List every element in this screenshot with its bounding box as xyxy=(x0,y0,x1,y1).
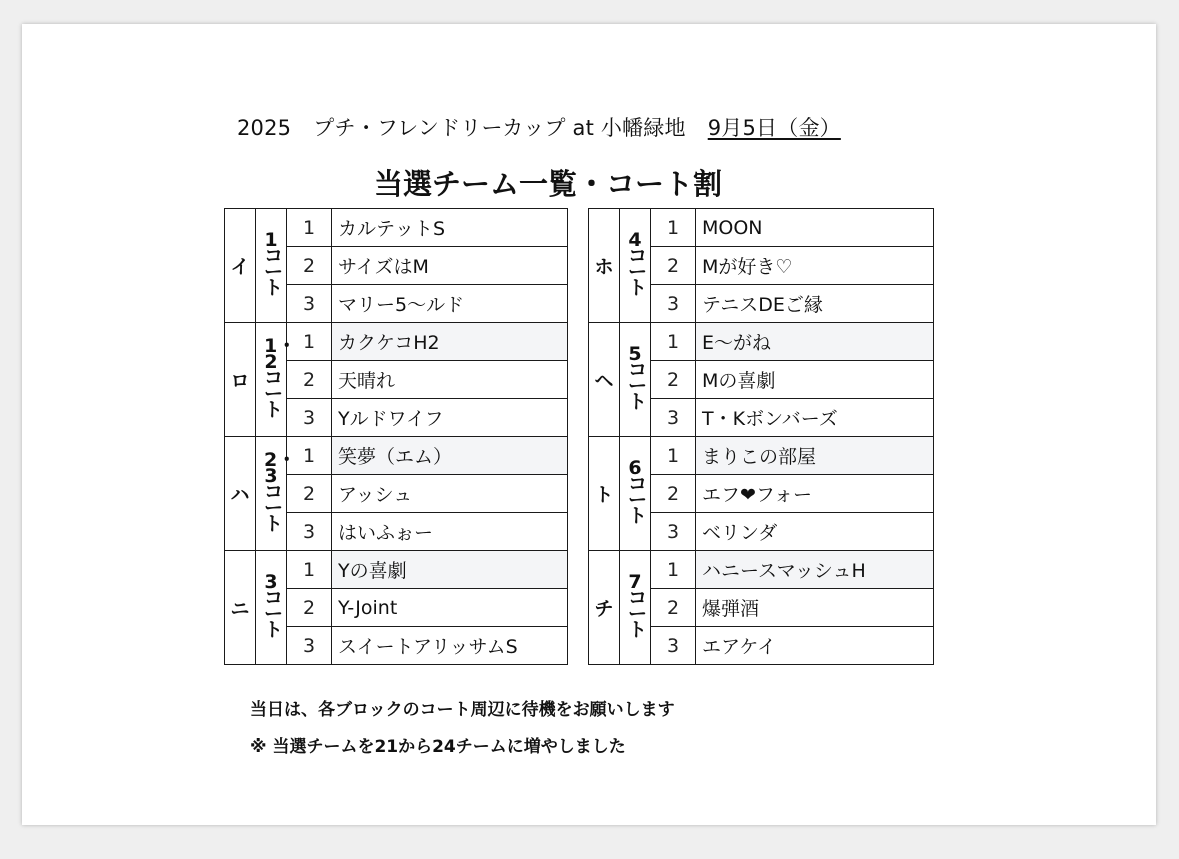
block-label: ハ xyxy=(225,437,256,551)
team-name: ベリンダ xyxy=(696,513,934,551)
block-label: チ xyxy=(589,551,620,665)
team-name: Mが好き♡ xyxy=(696,247,934,285)
block-label: ロ xyxy=(225,323,256,437)
team-number: 1 xyxy=(287,323,332,361)
court-label: 1コート xyxy=(264,229,284,299)
court-label-cell xyxy=(620,323,651,437)
court-label-cell xyxy=(620,209,651,323)
block-label: イ xyxy=(225,209,256,323)
team-number: 3 xyxy=(651,399,696,437)
team-number: 3 xyxy=(287,285,332,323)
court-label-cell xyxy=(256,323,297,437)
team-name: 爆弾酒 xyxy=(696,589,934,627)
team-number: 1 xyxy=(651,323,696,361)
court-label-cell xyxy=(256,551,287,665)
team-number: 1 xyxy=(287,551,332,589)
team-name: 笑夢（エム） xyxy=(332,437,568,475)
court-label: 2・3コート xyxy=(264,449,297,535)
team-name: Mの喜劇 xyxy=(696,361,934,399)
team-number: 3 xyxy=(287,399,332,437)
court-label: 1・2コート xyxy=(264,335,297,421)
team-number: 3 xyxy=(287,627,332,665)
team-number: 2 xyxy=(287,247,332,285)
table-row xyxy=(589,209,934,247)
team-name: エフ❤フォー xyxy=(696,475,934,513)
court-label-cell xyxy=(256,437,297,551)
block-label: ホ xyxy=(589,209,620,323)
team-name: マリー5～ルド xyxy=(332,285,568,323)
note-team-increase: ※ 当選チームを21から24チームに増やしました xyxy=(250,737,626,757)
team-number: 2 xyxy=(651,589,696,627)
event-name: プチ・フレンドリーカップ at 小幡緑地 xyxy=(313,116,686,140)
event-date: 9月5日（金） xyxy=(707,116,841,140)
block-label: ト xyxy=(589,437,620,551)
block-label: ヘ xyxy=(589,323,620,437)
court-label: 6コート xyxy=(628,457,648,527)
team-name: 天晴れ xyxy=(332,361,568,399)
team-name: Y-Joint xyxy=(332,589,568,627)
team-number: 1 xyxy=(287,437,332,475)
team-name: サイズはM xyxy=(332,247,568,285)
team-name: エアケイ xyxy=(696,627,934,665)
team-number: 3 xyxy=(287,513,332,551)
document-page xyxy=(22,24,1156,825)
team-name: Yの喜劇 xyxy=(332,551,568,589)
table-row xyxy=(589,323,934,361)
page-subtitle: 当選チーム一覧・コート割 xyxy=(374,167,723,201)
team-name: カルテットS xyxy=(332,209,568,247)
table-row xyxy=(589,437,934,475)
team-number: 2 xyxy=(287,475,332,513)
table-row xyxy=(225,551,568,589)
team-number: 1 xyxy=(651,209,696,247)
court-label: 4コート xyxy=(628,229,648,299)
team-number: 2 xyxy=(287,589,332,627)
court-label-cell xyxy=(620,437,651,551)
table-row xyxy=(589,551,934,589)
team-name: MOON xyxy=(696,209,934,247)
block-label: ニ xyxy=(225,551,256,665)
team-number: 3 xyxy=(651,513,696,551)
court-label: 7コート xyxy=(628,571,648,641)
table-row xyxy=(225,437,568,475)
event-year: 2025 xyxy=(237,116,292,140)
team-name: まりこの部屋 xyxy=(696,437,934,475)
court-label: 5コート xyxy=(628,343,648,413)
team-number: 1 xyxy=(651,437,696,475)
team-number: 2 xyxy=(287,361,332,399)
team-name: Yルドワイフ xyxy=(332,399,568,437)
team-name: アッシュ xyxy=(332,475,568,513)
note-waiting: 当日は、各ブロックのコート周辺に待機をお願いします xyxy=(250,700,675,720)
team-number: 2 xyxy=(651,361,696,399)
team-number: 3 xyxy=(651,627,696,665)
team-name: はいふぉー xyxy=(332,513,568,551)
team-number: 2 xyxy=(651,475,696,513)
team-name: ハニースマッシュH xyxy=(696,551,934,589)
team-name: スイートアリッサムS xyxy=(332,627,568,665)
team-name: E～がね xyxy=(696,323,934,361)
court-table-right xyxy=(588,208,934,665)
court-label: 3コート xyxy=(264,571,284,641)
team-number: 1 xyxy=(287,209,332,247)
team-name: テニスDEご縁 xyxy=(696,285,934,323)
team-number: 1 xyxy=(651,551,696,589)
court-label-cell xyxy=(256,209,287,323)
team-name: カクケコH2 xyxy=(332,323,568,361)
team-number: 2 xyxy=(651,247,696,285)
court-label-cell xyxy=(620,551,651,665)
team-name: T・Kボンバーズ xyxy=(696,399,934,437)
court-table-left xyxy=(224,208,568,665)
table-row xyxy=(225,209,568,247)
team-number: 3 xyxy=(651,285,696,323)
table-row xyxy=(225,323,568,361)
event-title xyxy=(237,112,841,142)
